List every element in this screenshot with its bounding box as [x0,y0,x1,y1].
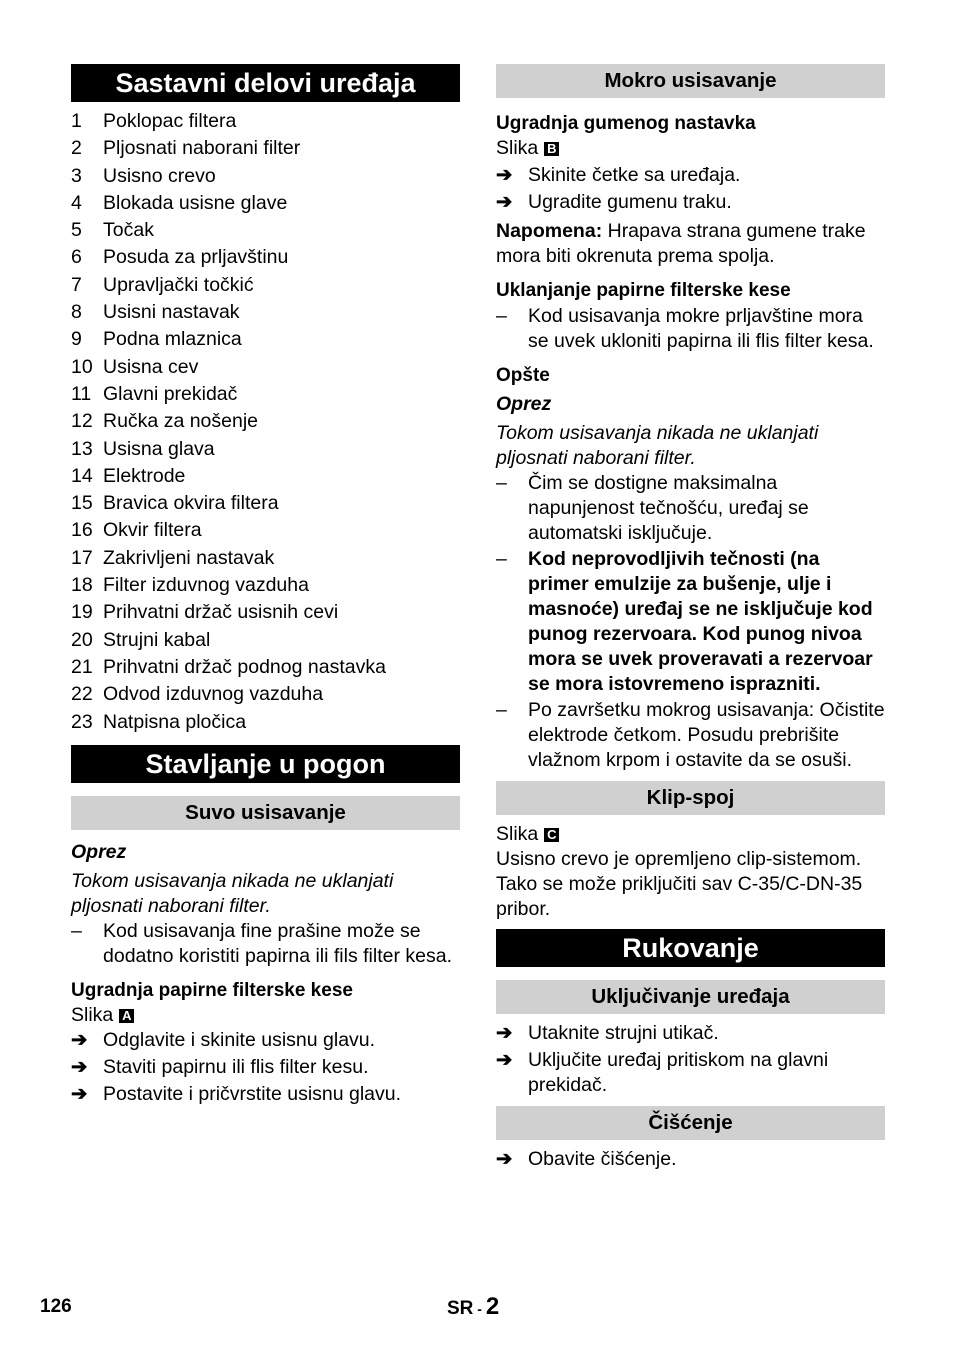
step-text: Ugradite gumenu traku. [528,191,732,213]
figure-ref-b: Slika B [496,136,885,161]
parts-list-item [71,218,460,245]
clean-steps [496,1147,885,1174]
parts-list-item [71,355,460,382]
part-number: 11 [71,382,92,405]
part-number: 6 [71,246,82,269]
figure-b-badge: B [544,142,559,156]
arrow-right-icon: ➔ [496,1022,513,1044]
part-label: Bravica okvira filtera [103,492,279,515]
step-item [71,1082,460,1109]
part-label: Usisno crevo [103,164,216,187]
general-items [496,471,885,773]
part-label: Usisna cev [103,355,199,378]
note-paragraph [496,219,885,269]
dash-icon: – [496,305,507,327]
parts-list-item [71,655,460,682]
part-number: 2 [71,137,82,160]
parts-list-item [71,628,460,655]
part-number: 15 [71,492,93,515]
left-column [71,64,460,1109]
caution-label: Oprez [496,393,552,415]
parts-list-item [71,409,460,436]
dash-icon: – [496,548,507,570]
parts-list-item [71,245,460,272]
part-label: Usisna glava [103,437,215,460]
part-label: Prihvatni držač podnog nastavka [103,655,386,678]
dash-icon: – [496,472,507,494]
part-label: Filter izduvnog vazduha [103,574,309,597]
part-number: 13 [71,437,93,460]
step-text: Utaknite strujni utikač. [528,1022,719,1044]
part-number: 8 [71,301,82,324]
part-number: 20 [71,628,93,651]
part-number: 18 [71,574,93,597]
step-item [496,1048,885,1098]
part-label: Okvir filtera [103,519,202,542]
switch-steps [496,1021,885,1098]
general-item-text: Čim se dostigne maksimalna napunjenost tečnošću, uređaj se automatski isključuje. [528,472,809,544]
part-number: 3 [71,164,82,187]
step-item [496,1147,885,1174]
parts-list-item [71,600,460,627]
part-label: Glavni prekidač [103,382,238,405]
arrow-right-icon: ➔ [496,164,513,186]
arrow-right-icon: ➔ [496,191,513,213]
subsection-title-switch-on: Uključivanje uređaja [496,980,885,1014]
bag-title: Ugradnja papirne filterske kese [71,979,353,1001]
part-number: 5 [71,219,82,242]
right-column [496,64,885,1174]
figure-a-badge: A [119,1009,134,1023]
step-item [496,190,885,217]
dash-icon: – [71,919,82,942]
subsection-title-cleaning: Čišćenje [496,1106,885,1140]
step-text: Skinite četke sa uređaja. [528,164,741,186]
step-item [496,1021,885,1048]
general-title: Opšte [496,365,550,386]
part-label: Poklopac filtera [103,110,237,132]
part-number: 10 [71,355,93,378]
subsection-title-dry: Suvo usisavanje [71,796,460,830]
parts-list-item [71,191,460,218]
bag-steps [71,1028,460,1109]
note-text: Hrapava strana gumene trake mora biti okrenuta prema spolja. [496,220,866,267]
part-label: Zakrivljeni nastavak [103,546,275,569]
figure-ref-a: Slika A [71,1003,460,1028]
parts-list-item [71,327,460,354]
step-item [496,163,885,190]
part-number: 12 [71,410,93,433]
subsection-title-wet: Mokro usisavanje [496,64,885,98]
page-label: SR - 2 [447,1293,500,1320]
part-label: Strujni kabal [103,628,211,651]
general-item [496,547,885,697]
general-item-text: Po završetku mokrog usisavanja: Očistite elektrode četkom. Posudu prebrišite vlažnom krpom i ostavite da se osuši. [528,699,885,771]
part-label: Pljosnati naborani filter [103,137,301,160]
arrow-right-icon: ➔ [71,1055,88,1078]
caution-text: Tokom usisavanja nikada ne uklanjati pljosnati naborani filter. [71,869,394,917]
page-number: 126 [40,1296,72,1317]
general-item-text: Kod neprovodljivih tečnosti (na primer emulzije za bušenje, ulje i masnoće) uređaj se ne isključuje kod punog rezervoara. Kod punog nivoa mora se uvek proveravati a rezervoar se mora istovremeno isprazniti. [528,548,873,695]
part-number: 17 [71,546,93,569]
part-number: 22 [71,683,93,706]
arrow-right-icon: ➔ [496,1148,513,1170]
step-text: Obavite čišćenje. [528,1148,677,1170]
clip-text: Usisno crevo je opremljeno clip-sistemom. Tako se može priključiti sav C-35/C-DN-35 pribor. [496,848,863,920]
part-label: Blokada usisne glave [103,191,288,214]
part-label: Točak [103,219,154,242]
general-item [496,698,885,773]
section-title-startup: Stavljanje u pogon [71,745,460,783]
part-number: 9 [71,328,82,351]
arrow-right-icon: ➔ [71,1082,88,1105]
parts-list-item [71,136,460,163]
part-number: 16 [71,519,93,542]
part-label: Upravljački točkić [103,273,254,296]
parts-list-item [71,491,460,518]
step-item [71,1028,460,1055]
parts-list-item [71,464,460,491]
parts-list-item [71,382,460,409]
note-label: Napomena: [496,220,603,242]
part-label: Prihvatni držač usisnih cevi [103,601,339,624]
parts-list [71,109,460,737]
part-label: Usisni nastavak [103,301,240,324]
parts-list-item [71,164,460,191]
step-text: Staviti papirnu ili flis filter kesu. [103,1055,369,1078]
part-number: 21 [71,655,93,678]
remove-note: – Kod usisavanja mokre prljavštine mora se uvek ukloniti papirna ili flis filter kesa. [496,305,874,352]
arrow-right-icon: ➔ [496,1049,513,1071]
parts-list-item [71,273,460,300]
step-text: Postavite i pričvrstite usisnu glavu. [103,1082,402,1105]
parts-list-item [71,710,460,737]
parts-list-item [71,546,460,573]
step-item [71,1055,460,1082]
part-number: 14 [71,464,93,487]
part-number: 19 [71,601,93,624]
part-number: 23 [71,710,93,733]
subsection-title-clip: Klip-spoj [496,781,885,815]
part-label: Ručka za nošenje [103,410,259,433]
caution-label: Oprez [71,840,127,863]
dash-icon: – [496,699,507,721]
general-item [496,471,885,546]
figure-c-badge: C [544,828,559,842]
rubber-steps [496,163,885,217]
part-label: Odvod izduvnog vazduha [103,683,324,706]
caution-text: Tokom usisavanja nikada ne uklanjati pljosnati naborani filter. [496,422,819,469]
section-title-parts: Sastavni delovi uređaja [71,64,460,102]
parts-list-item [71,573,460,600]
remove-title: Uklanjanje papirne filterske kese [496,280,791,301]
part-label: Elektrode [103,464,186,487]
part-label: Podna mlaznica [103,328,242,351]
step-text: Uključite uređaj pritiskom na glavni prekidač. [528,1049,829,1096]
section-title-operation: Rukovanje [496,929,885,967]
part-number: 1 [71,110,82,132]
part-number: 4 [71,191,82,214]
parts-list-item [71,682,460,709]
part-number: 7 [71,273,82,296]
parts-list-item [71,300,460,327]
part-label: Posuda za prljavštinu [103,246,289,269]
parts-list-item [71,109,460,136]
parts-list-item [71,518,460,545]
figure-ref-c: Slika C [496,822,885,847]
part-label: Natpisna pločica [103,710,247,733]
dry-note: – Kod usisavanja fine prašine može se dodatno koristiti papirna ili fils filter kesa. [71,919,452,967]
parts-list-item [71,437,460,464]
rubber-title: Ugradnja gumenog nastavka [496,113,756,134]
arrow-right-icon: ➔ [71,1028,88,1051]
step-text: Odglavite i skinite usisnu glavu. [103,1028,376,1051]
